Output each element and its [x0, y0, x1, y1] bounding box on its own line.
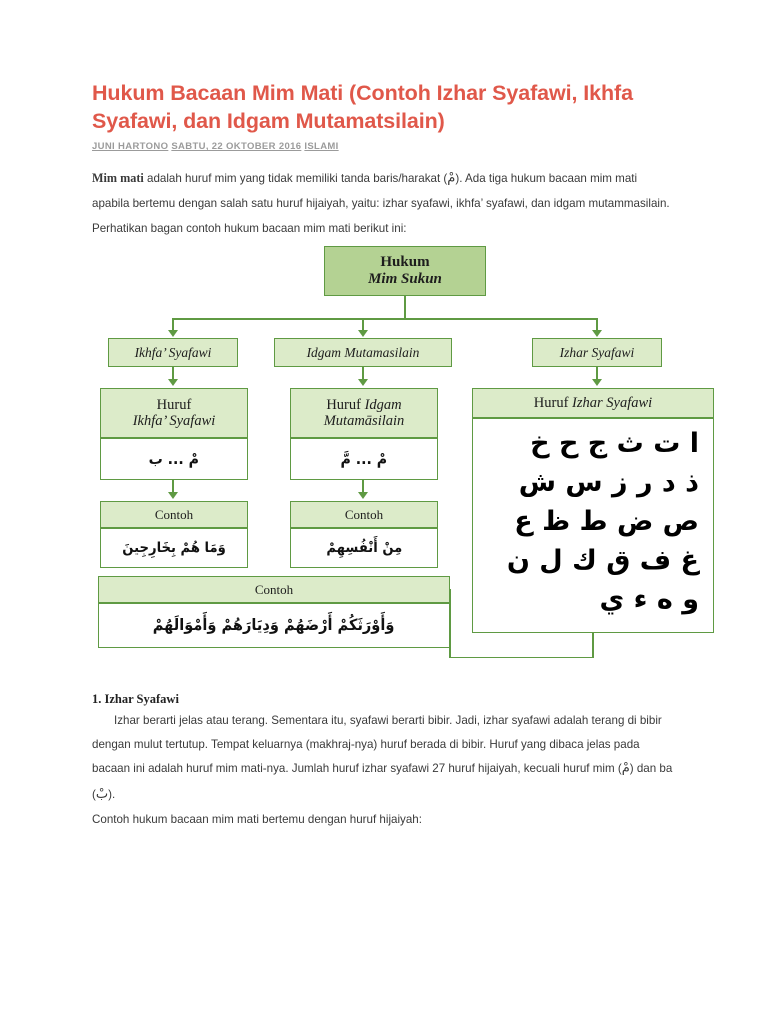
huruf-idgam-italic: Idgam: [364, 396, 402, 413]
contoh-arabic-izhar-box: [98, 603, 450, 648]
meta-category-link[interactable]: ISLAMI: [304, 141, 339, 153]
huruf-box-idgam: [290, 388, 438, 438]
arabic-mim-sukun-inline: مْ: [447, 171, 456, 187]
branch-label-ikhfa: Ikhfa’ Syafawi: [134, 345, 212, 361]
contoh-header-izhar: [98, 576, 450, 603]
mim-sukun-diagram: [94, 246, 714, 676]
izhar-body-text-1: Izhar berarti jelas atau terang. Sementara itu, syafawi berarti bibir. Jadi, izhar syafawi adalah terang di bibir dengan mulut tertutup. Tempat keluarnya (makhraj-nya) huruf berada di bibir. Huruf yang dibaca jelas pada bacaan ini adalah huruf mim mati-nya. Jumlah huruf izhar syafawi 27 huruf hijaiyah, kecuali huruf mim (: [92, 714, 662, 775]
huruf-ikhfa-line1: Huruf: [156, 396, 192, 413]
arabic-ba-glyph: بْ: [95, 786, 109, 802]
arrow-izhar-branch: [592, 330, 602, 337]
branch-box-izhar: [532, 338, 662, 367]
contoh-label-idgam: Contoh: [344, 507, 384, 523]
meta-author-link[interactable]: JUNI HARTONO: [92, 141, 169, 153]
huruf-izhar-plain: Huruf: [533, 395, 573, 411]
arrow-izhar-to-huruf: [592, 379, 602, 386]
arrow-idgam-branch: [358, 330, 368, 337]
connector-drop-ikhfa: [172, 318, 174, 330]
article-content: [92, 80, 699, 831]
huruf-ikhfa-line2: Ikhfa’ Syafawi: [132, 413, 216, 430]
connector-drop-izhar: [596, 318, 598, 330]
huruf-idgam-line2: Mutamāsilain: [323, 413, 405, 430]
contoh-arabic-idgam: مِنْ أَنْفُسِهِمْ: [326, 540, 402, 557]
huruf-izhar-italic: Izhar Syafawi: [572, 395, 653, 411]
izhar-body-text-2: ) dan ba (: [92, 761, 673, 801]
bagan-intro-paragraph: Perhatikan bagan contoh hukum bacaan mim mati berikut ini:: [92, 222, 407, 236]
branch-label-idgam: Idgam Mutamasilain: [306, 345, 420, 361]
formula-box-idgam: [290, 438, 438, 480]
contoh-label-izhar: Contoh: [254, 582, 294, 598]
contoh-arabic-idgam-box: [290, 528, 438, 568]
meta-date-link[interactable]: SABTU, 22 OKTOBER 2016: [171, 141, 302, 153]
letter-row-2: ذ د ر ز س ش: [518, 467, 699, 499]
connector-izhar-left: [449, 657, 594, 659]
huruf-box-ikhfa: [100, 388, 248, 438]
connector-horizontal-bar: [172, 318, 596, 320]
connector-drop-idgam: [362, 318, 364, 330]
contoh-arabic-izhar: وَأَوْرَثَكُمْ أَرْضَهُمْ وَدِيَارَهُمْ وَأَمْوَالَهُمْ: [153, 615, 395, 634]
izhar-letter-grid: [473, 419, 713, 623]
section-heading: 1. Izhar Syafawi: [92, 692, 179, 707]
huruf-izhar-line: [534, 395, 652, 412]
contoh-header-ikhfa: [100, 501, 248, 528]
huruf-idgam-line1: [326, 397, 401, 414]
contoh-header-idgam: [290, 501, 438, 528]
contoh-label-ikhfa: Contoh: [154, 507, 194, 523]
izhar-letters-box: [472, 418, 714, 633]
arrow-idgam-to-huruf: [358, 379, 368, 386]
connector-root-stem: [404, 296, 406, 318]
izhar-closing-paragraph: Contoh hukum bacaan mim mati bertemu dengan huruf hijaiyah:: [92, 812, 422, 826]
root-line-2: Mim Sukun: [368, 271, 442, 288]
formula-ikhfa-arabic: مْ ... ب: [148, 449, 200, 468]
branch-box-idgam: [274, 338, 452, 367]
arrow-idgam-to-contoh: [358, 492, 368, 499]
contoh-arabic-ikhfa-box: [100, 528, 248, 568]
contoh-arabic-ikhfa: وَمَا هُمْ بِخَارِجِينَ: [122, 540, 226, 557]
letter-row-5: و ه ء ي: [599, 583, 699, 615]
lead-text-2: ). Ada tiga hukum bacaan mim mati apabila bertemu dengan salah satu huruf hijaiyah, yaitu: izhar syafawi, ikhfa’ syafawi, dan idgam mutammasilain.: [92, 172, 670, 211]
lead-text-1: adalah huruf mim yang tidak memiliki tanda baris/harakat (: [143, 172, 448, 186]
izhar-body-text-3: ).: [108, 787, 116, 801]
izhar-body-paragraph: [92, 709, 676, 807]
diagram-root-box: [324, 246, 486, 296]
connector-izhar-down: [592, 633, 594, 658]
page-title: Hukum Bacaan Mim Mati (Contoh Izhar Syafawi, Ikhfa Syafawi, dan Idgam Mutamatsilain): [92, 81, 633, 133]
formula-idgam-arabic: مْ ... مَّ: [340, 449, 388, 468]
root-line-1: Hukum: [380, 254, 430, 271]
arrow-ikhfa-to-contoh: [168, 492, 178, 499]
lead-paragraph: [92, 166, 676, 215]
arrow-ikhfa-branch: [168, 330, 178, 337]
arrow-ikhfa-to-huruf: [168, 379, 178, 386]
huruf-box-izhar: [472, 388, 714, 418]
article-meta: [92, 141, 676, 152]
formula-box-ikhfa: [100, 438, 248, 480]
letter-row-1: ا ت ث ج ح خ: [530, 428, 699, 460]
lead-bold-term: Mim mati: [92, 171, 144, 186]
izhar-section: [92, 692, 676, 831]
branch-box-ikhfa: [108, 338, 238, 367]
arabic-mim-glyph: مْ: [621, 760, 630, 776]
huruf-idgam-plain: Huruf: [326, 396, 365, 413]
letter-row-4: غ ف ق ك ل ن: [506, 545, 699, 577]
branch-label-izhar: Izhar Syafawi: [559, 345, 635, 361]
letter-row-3: ص ض ط ظ ع: [514, 506, 699, 538]
